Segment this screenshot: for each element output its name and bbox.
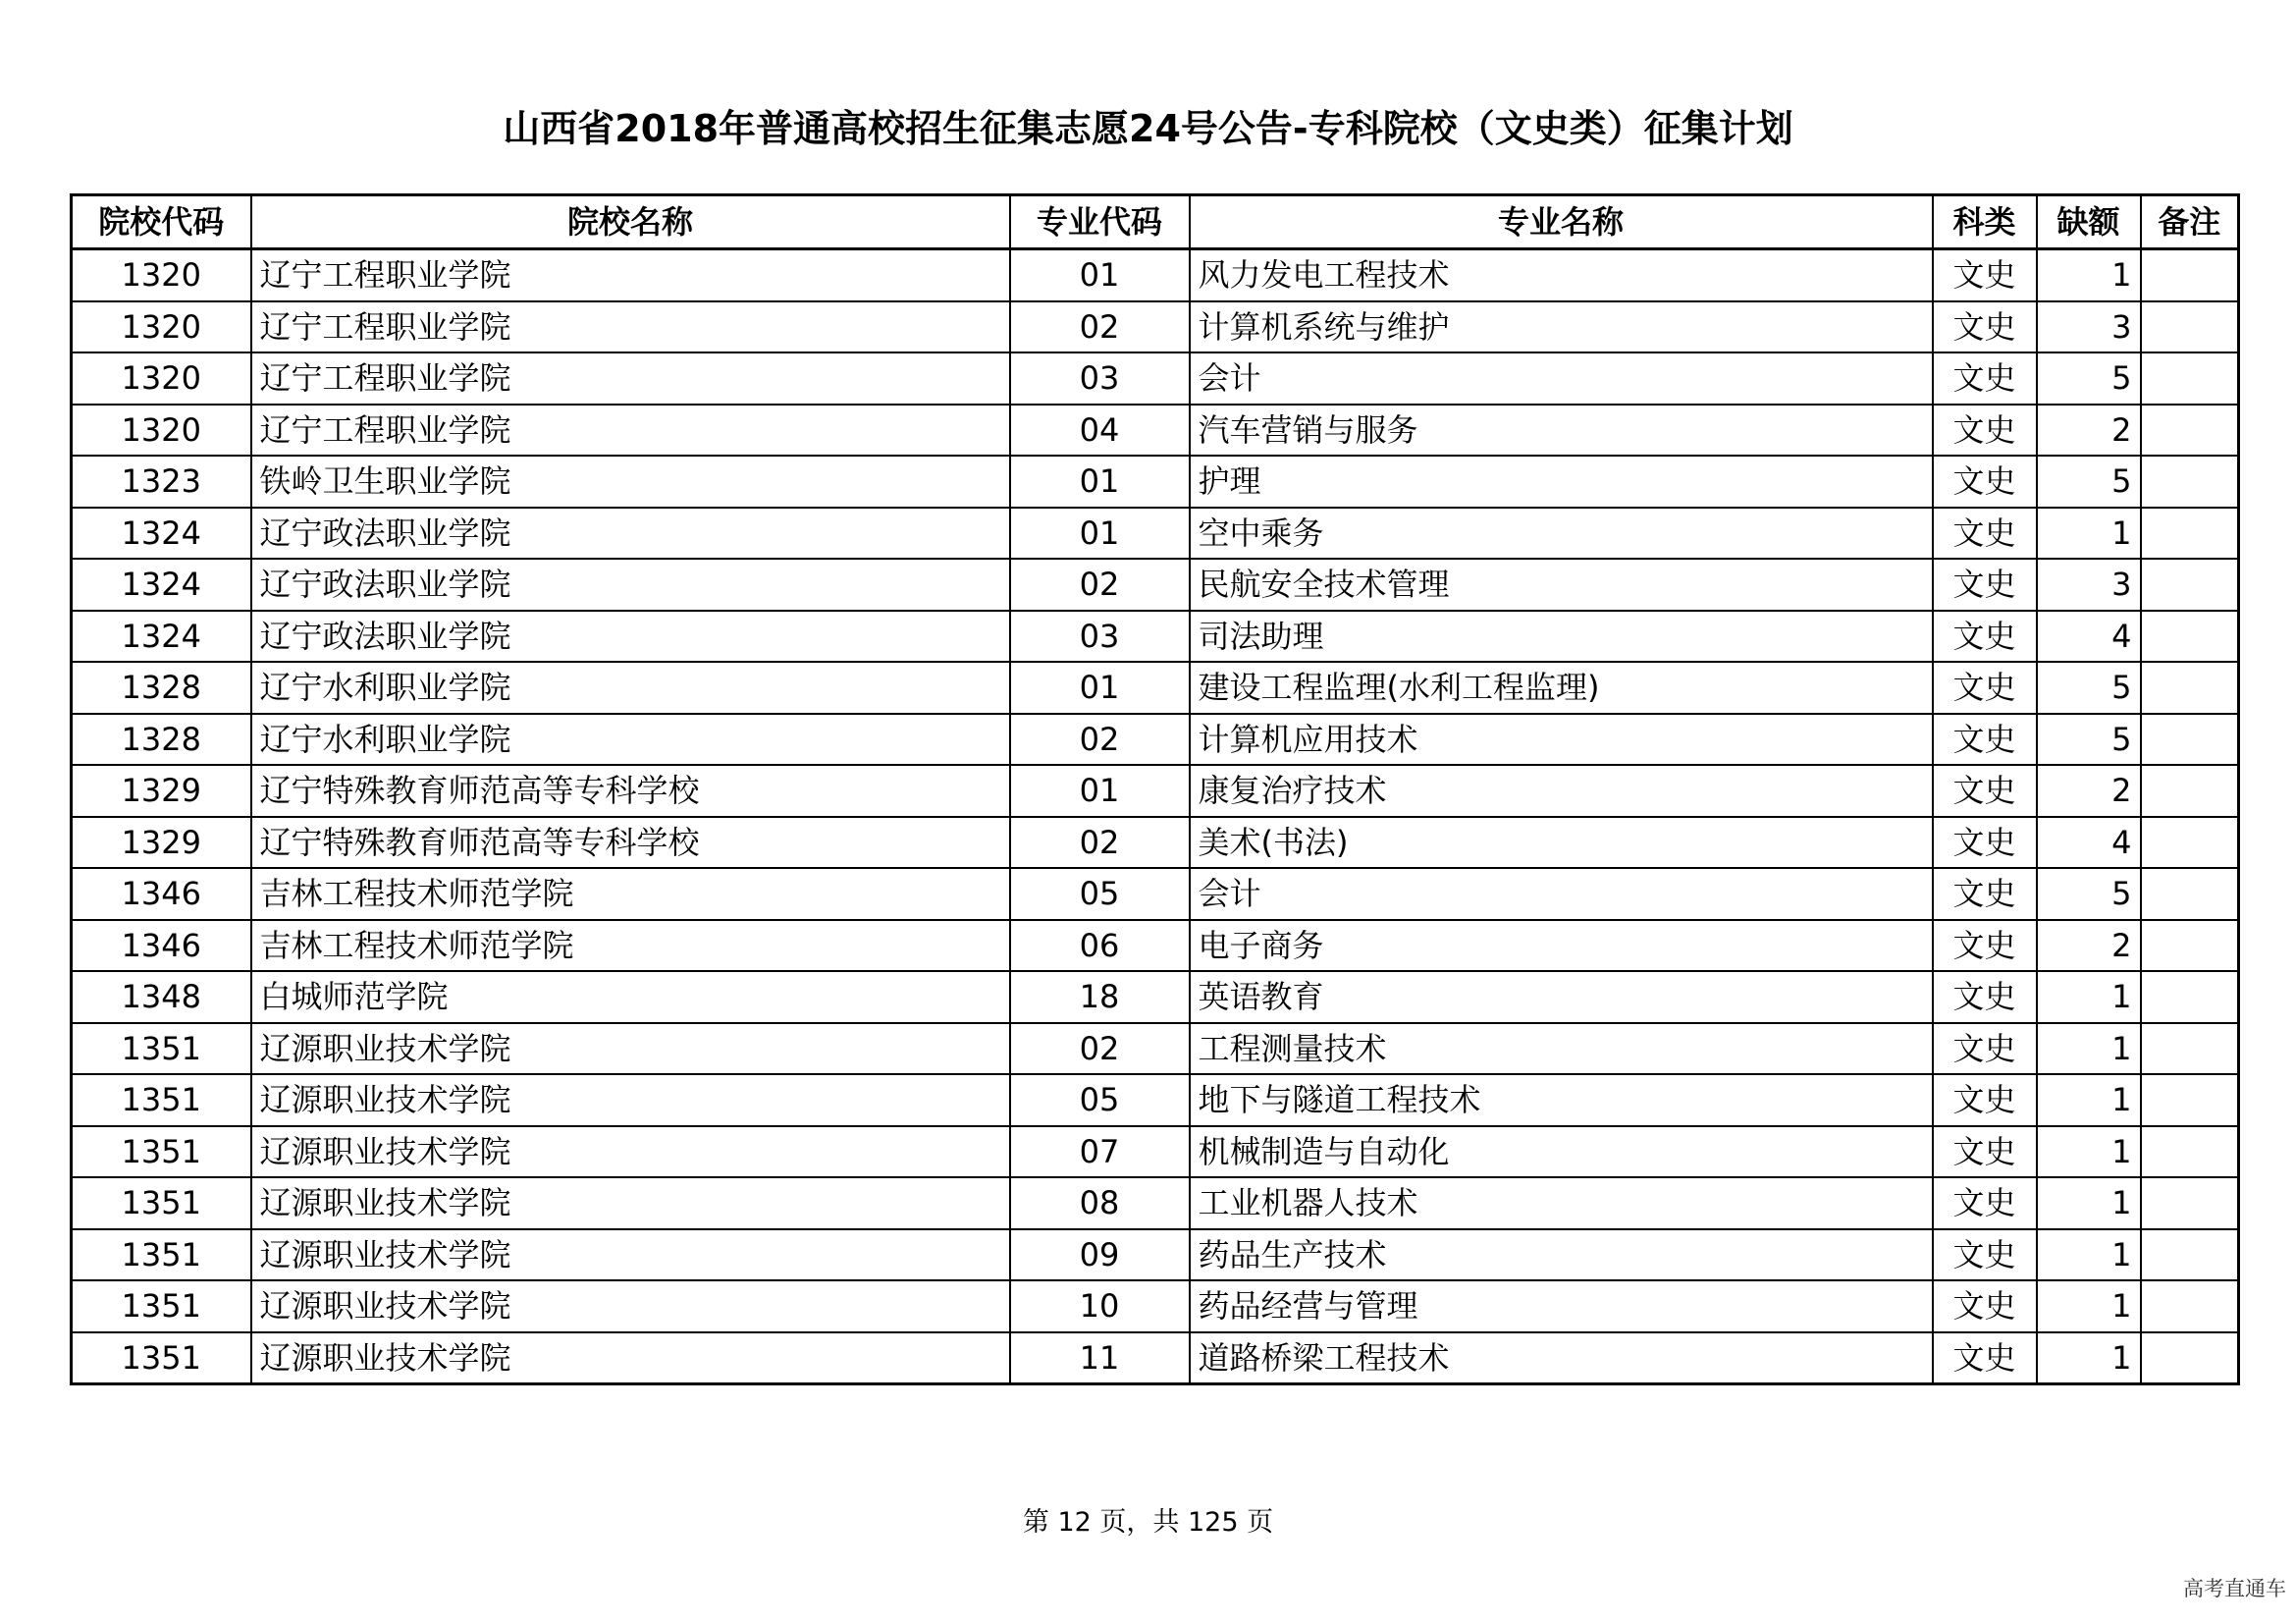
remarks-cell xyxy=(2141,1074,2239,1126)
table-row xyxy=(72,765,2239,817)
major-name-cell: 建设工程监理(水利工程监理) xyxy=(1190,662,1933,714)
major-code-cell: 02 xyxy=(1010,817,1190,869)
school-name-cell: 辽宁特殊教育师范高等专科学校 xyxy=(251,817,1010,869)
category-cell: 文史 xyxy=(1933,456,2037,508)
major-name-cell: 药品经营与管理 xyxy=(1190,1280,1933,1332)
school-name-cell: 辽宁特殊教育师范高等专科学校 xyxy=(251,765,1010,817)
remarks-cell xyxy=(2141,920,2239,972)
school-name-cell: 辽宁政法职业学院 xyxy=(251,559,1010,611)
admission-plan-table xyxy=(70,193,2240,1385)
remarks-cell xyxy=(2141,249,2239,301)
major-name-cell: 工业机器人技术 xyxy=(1190,1177,1933,1229)
category-cell: 文史 xyxy=(1933,662,2037,714)
vacancies-cell: 5 xyxy=(2037,662,2141,714)
school-name-cell: 铁岭卫生职业学院 xyxy=(251,456,1010,508)
remarks-cell xyxy=(2141,1332,2239,1384)
category-cell: 文史 xyxy=(1933,1126,2037,1178)
major-name-cell: 汽车营销与服务 xyxy=(1190,405,1933,457)
table-row xyxy=(72,1177,2239,1229)
major-code-cell: 02 xyxy=(1010,1023,1190,1075)
major-name-cell: 英语教育 xyxy=(1190,971,1933,1023)
category-cell: 文史 xyxy=(1933,817,2037,869)
page-title: 山西省2018年普通高校招生征集志愿24号公告-专科院校（文史类）征集计划 xyxy=(503,107,1793,150)
major-code-cell: 07 xyxy=(1010,1126,1190,1178)
category-cell: 文史 xyxy=(1933,1332,2037,1384)
major-code-cell: 01 xyxy=(1010,508,1190,560)
vacancies-cell: 2 xyxy=(2037,765,2141,817)
school-name-cell: 辽源职业技术学院 xyxy=(251,1074,1010,1126)
school-name-cell: 辽源职业技术学院 xyxy=(251,1332,1010,1384)
category-cell: 文史 xyxy=(1933,1177,2037,1229)
header-major-code: 专业代码 xyxy=(1010,195,1190,249)
header-major-name: 专业名称 xyxy=(1190,195,1933,249)
school-code-cell: 1351 xyxy=(72,1280,251,1332)
school-code-cell: 1351 xyxy=(72,1126,251,1178)
remarks-cell xyxy=(2141,662,2239,714)
table-row xyxy=(72,508,2239,560)
school-name-cell: 吉林工程技术师范学院 xyxy=(251,868,1010,920)
major-name-cell: 美术(书法) xyxy=(1190,817,1933,869)
major-name-cell: 空中乘务 xyxy=(1190,508,1933,560)
vacancies-cell: 3 xyxy=(2037,559,2141,611)
remarks-cell xyxy=(2141,714,2239,766)
major-code-cell: 03 xyxy=(1010,611,1190,663)
watermark: 高考直通车 xyxy=(2183,1577,2286,1600)
school-name-cell: 辽源职业技术学院 xyxy=(251,1229,1010,1281)
remarks-cell xyxy=(2141,1229,2239,1281)
remarks-cell xyxy=(2141,405,2239,457)
major-name-cell: 会计 xyxy=(1190,868,1933,920)
major-code-cell: 01 xyxy=(1010,249,1190,301)
category-cell: 文史 xyxy=(1933,714,2037,766)
header-vacancies: 缺额 xyxy=(2037,195,2141,249)
major-name-cell: 护理 xyxy=(1190,456,1933,508)
major-code-cell: 02 xyxy=(1010,301,1190,353)
remarks-cell xyxy=(2141,765,2239,817)
major-code-cell: 09 xyxy=(1010,1229,1190,1281)
school-code-cell: 1351 xyxy=(72,1074,251,1126)
table-row xyxy=(72,611,2239,663)
table-row xyxy=(72,1074,2239,1126)
category-cell: 文史 xyxy=(1933,1074,2037,1126)
major-name-cell: 地下与隧道工程技术 xyxy=(1190,1074,1933,1126)
vacancies-cell: 5 xyxy=(2037,714,2141,766)
major-name-cell: 司法助理 xyxy=(1190,611,1933,663)
table-row xyxy=(72,405,2239,457)
remarks-cell xyxy=(2141,508,2239,560)
major-name-cell: 计算机应用技术 xyxy=(1190,714,1933,766)
table-row xyxy=(72,1023,2239,1075)
category-cell: 文史 xyxy=(1933,868,2037,920)
school-code-cell: 1351 xyxy=(72,1229,251,1281)
school-code-cell: 1328 xyxy=(72,662,251,714)
major-code-cell: 02 xyxy=(1010,714,1190,766)
major-code-cell: 02 xyxy=(1010,559,1190,611)
category-cell: 文史 xyxy=(1933,611,2037,663)
category-cell: 文史 xyxy=(1933,1023,2037,1075)
major-name-cell: 计算机系统与维护 xyxy=(1190,301,1933,353)
vacancies-cell: 1 xyxy=(2037,249,2141,301)
school-name-cell: 辽源职业技术学院 xyxy=(251,1023,1010,1075)
school-name-cell: 吉林工程技术师范学院 xyxy=(251,920,1010,972)
major-code-cell: 10 xyxy=(1010,1280,1190,1332)
vacancies-cell: 1 xyxy=(2037,1332,2141,1384)
remarks-cell xyxy=(2141,611,2239,663)
school-code-cell: 1324 xyxy=(72,611,251,663)
school-name-cell: 辽宁水利职业学院 xyxy=(251,714,1010,766)
school-name-cell: 辽源职业技术学院 xyxy=(251,1126,1010,1178)
category-cell: 文史 xyxy=(1933,1229,2037,1281)
table-row xyxy=(72,1332,2239,1384)
table-row xyxy=(72,559,2239,611)
major-name-cell: 工程测量技术 xyxy=(1190,1023,1933,1075)
major-name-cell: 康复治疗技术 xyxy=(1190,765,1933,817)
school-name-cell: 白城师范学院 xyxy=(251,971,1010,1023)
remarks-cell xyxy=(2141,1023,2239,1075)
table-row xyxy=(72,352,2239,405)
table-row xyxy=(72,456,2239,508)
header-category: 科类 xyxy=(1933,195,2037,249)
major-name-cell: 风力发电工程技术 xyxy=(1190,249,1933,301)
vacancies-cell: 1 xyxy=(2037,971,2141,1023)
school-code-cell: 1329 xyxy=(72,765,251,817)
major-name-cell: 民航安全技术管理 xyxy=(1190,559,1933,611)
remarks-cell xyxy=(2141,1126,2239,1178)
major-name-cell: 道路桥梁工程技术 xyxy=(1190,1332,1933,1384)
school-name-cell: 辽宁工程职业学院 xyxy=(251,405,1010,457)
vacancies-cell: 1 xyxy=(2037,508,2141,560)
category-cell: 文史 xyxy=(1933,352,2037,405)
school-code-cell: 1320 xyxy=(72,301,251,353)
category-cell: 文史 xyxy=(1933,559,2037,611)
major-name-cell: 电子商务 xyxy=(1190,920,1933,972)
school-name-cell: 辽宁政法职业学院 xyxy=(251,611,1010,663)
remarks-cell xyxy=(2141,1177,2239,1229)
school-name-cell: 辽源职业技术学院 xyxy=(251,1280,1010,1332)
remarks-cell xyxy=(2141,456,2239,508)
school-code-cell: 1328 xyxy=(72,714,251,766)
table-row xyxy=(72,920,2239,972)
table-row xyxy=(72,868,2239,920)
school-code-cell: 1346 xyxy=(72,868,251,920)
category-cell: 文史 xyxy=(1933,1280,2037,1332)
remarks-cell xyxy=(2141,1280,2239,1332)
remarks-cell xyxy=(2141,352,2239,405)
major-code-cell: 06 xyxy=(1010,920,1190,972)
remarks-cell xyxy=(2141,868,2239,920)
header-remarks: 备注 xyxy=(2141,195,2239,249)
school-name-cell: 辽宁水利职业学院 xyxy=(251,662,1010,714)
major-code-cell: 18 xyxy=(1010,971,1190,1023)
category-cell: 文史 xyxy=(1933,508,2037,560)
table-body xyxy=(72,249,2239,1384)
school-code-cell: 1348 xyxy=(72,971,251,1023)
remarks-cell xyxy=(2141,817,2239,869)
category-cell: 文史 xyxy=(1933,971,2037,1023)
vacancies-cell: 1 xyxy=(2037,1126,2141,1178)
remarks-cell xyxy=(2141,971,2239,1023)
school-code-cell: 1320 xyxy=(72,352,251,405)
table-row xyxy=(72,1280,2239,1332)
vacancies-cell: 1 xyxy=(2037,1177,2141,1229)
major-name-cell: 机械制造与自动化 xyxy=(1190,1126,1933,1178)
major-code-cell: 11 xyxy=(1010,1332,1190,1384)
major-code-cell: 01 xyxy=(1010,765,1190,817)
school-code-cell: 1324 xyxy=(72,559,251,611)
school-name-cell: 辽宁工程职业学院 xyxy=(251,301,1010,353)
school-code-cell: 1351 xyxy=(72,1023,251,1075)
table-row xyxy=(72,714,2239,766)
vacancies-cell: 1 xyxy=(2037,1280,2141,1332)
major-code-cell: 03 xyxy=(1010,352,1190,405)
major-code-cell: 05 xyxy=(1010,868,1190,920)
school-code-cell: 1346 xyxy=(72,920,251,972)
category-cell: 文史 xyxy=(1933,765,2037,817)
vacancies-cell: 5 xyxy=(2037,456,2141,508)
school-name-cell: 辽宁工程职业学院 xyxy=(251,352,1010,405)
school-code-cell: 1329 xyxy=(72,817,251,869)
table-row xyxy=(72,1126,2239,1178)
vacancies-cell: 4 xyxy=(2037,817,2141,869)
major-name-cell: 会计 xyxy=(1190,352,1933,405)
vacancies-cell: 5 xyxy=(2037,868,2141,920)
table-row xyxy=(72,1229,2239,1281)
page-footer: 第 12 页，共 125 页 xyxy=(1022,1507,1274,1538)
table-header-row xyxy=(72,195,2239,249)
school-name-cell: 辽宁工程职业学院 xyxy=(251,249,1010,301)
vacancies-cell: 2 xyxy=(2037,920,2141,972)
school-code-cell: 1351 xyxy=(72,1177,251,1229)
major-code-cell: 01 xyxy=(1010,662,1190,714)
major-code-cell: 01 xyxy=(1010,456,1190,508)
remarks-cell xyxy=(2141,301,2239,353)
header-school-code: 院校代码 xyxy=(72,195,251,249)
major-code-cell: 08 xyxy=(1010,1177,1190,1229)
table-row xyxy=(72,662,2239,714)
school-code-cell: 1324 xyxy=(72,508,251,560)
category-cell: 文史 xyxy=(1933,405,2037,457)
vacancies-cell: 3 xyxy=(2037,301,2141,353)
category-cell: 文史 xyxy=(1933,301,2037,353)
table-row xyxy=(72,249,2239,301)
vacancies-cell: 4 xyxy=(2037,611,2141,663)
remarks-cell xyxy=(2141,559,2239,611)
vacancies-cell: 5 xyxy=(2037,352,2141,405)
school-name-cell: 辽源职业技术学院 xyxy=(251,1177,1010,1229)
school-code-cell: 1320 xyxy=(72,249,251,301)
table-row xyxy=(72,817,2239,869)
major-name-cell: 药品生产技术 xyxy=(1190,1229,1933,1281)
major-code-cell: 05 xyxy=(1010,1074,1190,1126)
category-cell: 文史 xyxy=(1933,920,2037,972)
school-name-cell: 辽宁政法职业学院 xyxy=(251,508,1010,560)
school-code-cell: 1320 xyxy=(72,405,251,457)
vacancies-cell: 1 xyxy=(2037,1023,2141,1075)
school-code-cell: 1351 xyxy=(72,1332,251,1384)
category-cell: 文史 xyxy=(1933,249,2037,301)
table-row xyxy=(72,301,2239,353)
major-code-cell: 04 xyxy=(1010,405,1190,457)
vacancies-cell: 1 xyxy=(2037,1074,2141,1126)
header-school-name: 院校名称 xyxy=(251,195,1010,249)
vacancies-cell: 1 xyxy=(2037,1229,2141,1281)
table-row xyxy=(72,971,2239,1023)
vacancies-cell: 2 xyxy=(2037,405,2141,457)
school-code-cell: 1323 xyxy=(72,456,251,508)
